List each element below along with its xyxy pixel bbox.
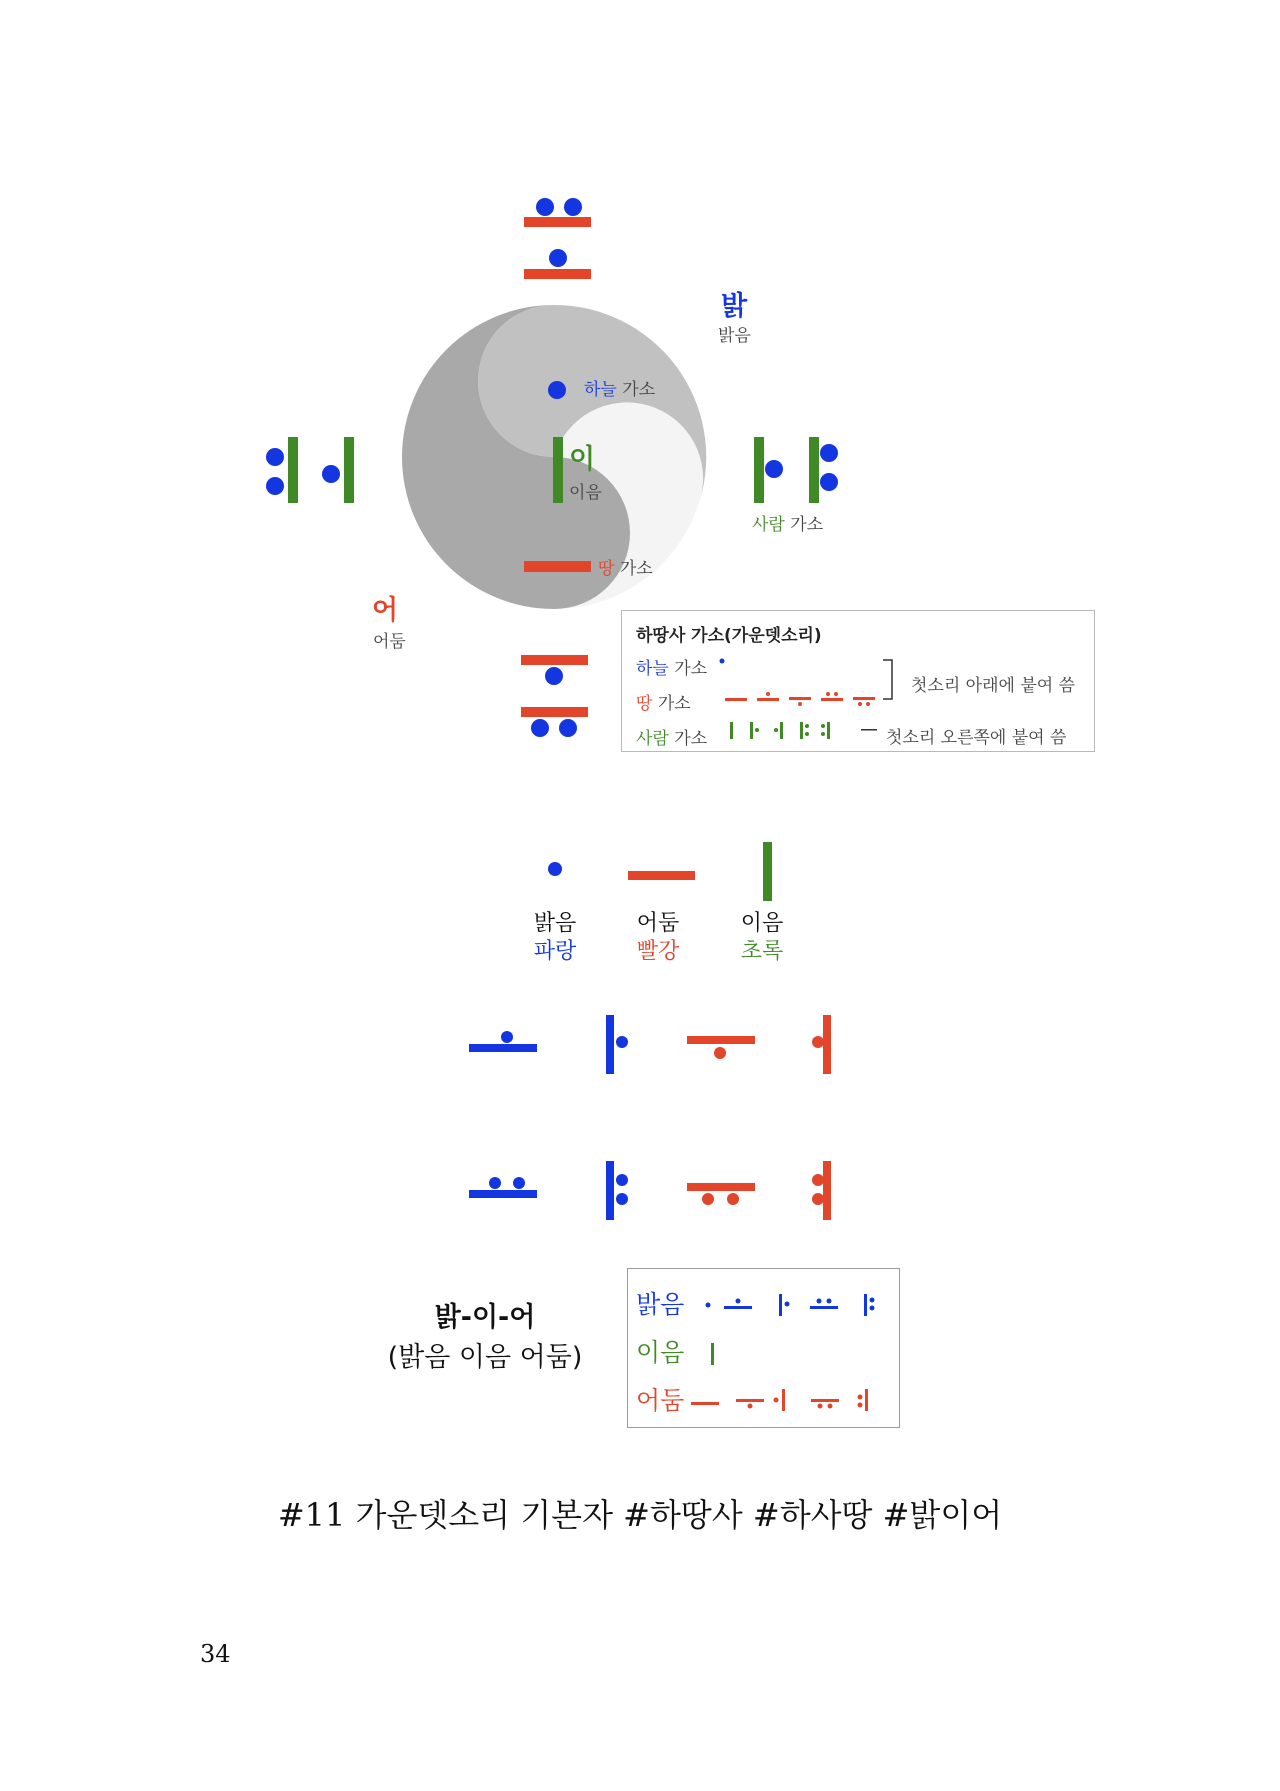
vowel-a-icon: [754, 437, 783, 503]
earth-bar-icon: [524, 561, 591, 572]
sky-caption: 하늘 가소: [584, 380, 656, 400]
summary-row-link: 이음: [636, 1338, 685, 1367]
caption-bright: 밝음 파랑: [533, 911, 577, 964]
basic-bar-vertical-icon: [763, 842, 772, 901]
row2-yeo-icon: [812, 1161, 831, 1220]
row2-ya-icon: [606, 1161, 628, 1220]
row1-u-icon: [687, 1036, 755, 1059]
summary-title: 밝-이-어: [434, 1302, 536, 1333]
vowel-legend-box: [621, 610, 1095, 752]
dark-glyph: 어: [372, 595, 399, 626]
summary-row-dark: 어둠: [636, 1386, 685, 1415]
link-glyph: 이: [569, 444, 596, 475]
legend-row-person: 사람 가소: [636, 729, 708, 749]
legend-title: 하땅사 가소(가운뎃소리): [636, 626, 822, 646]
vowel-yu-icon: [521, 707, 588, 737]
sky-dot-icon: [548, 381, 566, 399]
summary-glyphs: [628, 1269, 901, 1429]
person-bar-icon: [553, 437, 563, 503]
row1-a-icon: [606, 1015, 628, 1074]
bright-glyph: 밝: [721, 291, 748, 322]
legend-row-sky: 하늘 가소: [636, 659, 708, 679]
row2-yo-icon: [469, 1177, 537, 1198]
caption-dark: 어둠 빨강: [636, 911, 680, 964]
vowel-u-icon: [521, 655, 588, 685]
page-number: 34: [200, 1640, 231, 1668]
summary-box: [627, 1268, 900, 1428]
legend-row-earth: 땅 가소: [636, 694, 691, 714]
caption-link: 이음 초록: [740, 911, 784, 964]
summary-subtitle: (밝음 이음 어둠): [387, 1342, 583, 1373]
person-caption: 사람 가소: [752, 515, 824, 535]
vowel-eo-icon: [322, 437, 354, 503]
basic-bar-horizontal-icon: [628, 871, 695, 880]
vowel-yo-icon: [524, 198, 591, 227]
row2-yu-icon: [687, 1183, 755, 1205]
link-label: 이음: [569, 483, 602, 503]
earth-caption: 땅 가소: [598, 559, 653, 579]
note-attach-below: 첫소리 아래에 붙여 씀: [911, 676, 1076, 696]
row1-eo-icon: [812, 1015, 831, 1074]
bright-label: 밝음: [718, 326, 751, 346]
basic-dot-icon: [548, 862, 562, 876]
vowel-yeo-icon: [266, 437, 298, 503]
summary-row-bright: 밝음: [636, 1290, 685, 1319]
dark-label: 어둠: [373, 632, 406, 652]
figure-caption: #11 가운뎃소리 기본자 #하땅사 #하사땅 #밝이어: [277, 1496, 1003, 1534]
vowel-ya-icon: [809, 437, 838, 503]
note-attach-right: 첫소리 오른쪽에 붙여 씀: [886, 728, 1067, 748]
row1-o-icon: [469, 1031, 537, 1052]
vowel-o-icon: [524, 249, 591, 279]
